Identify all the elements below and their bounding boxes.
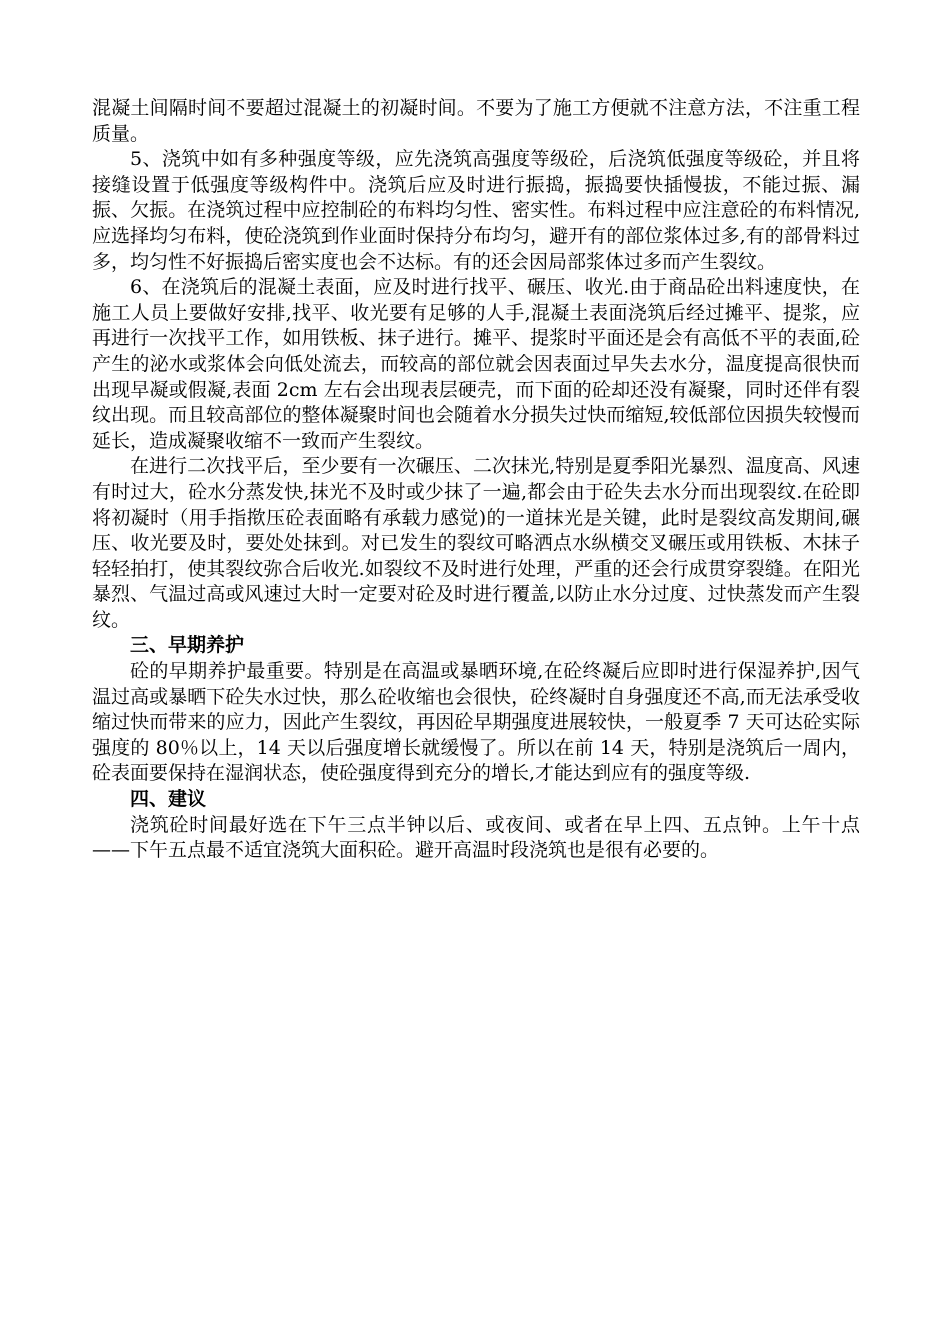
section-heading-suggestions: 四、建议 [130, 788, 207, 811]
paragraph-continuation: 混凝土间隔时间不要超过混凝土的初凝时间。不要为了施工方便就不注意方法，不注重工程质量。 [92, 97, 860, 145]
section-heading-early-curing: 三、早期养护 [130, 634, 245, 657]
paragraph-early-curing: 砼的早期养护最重要。特别是在高温或暴晒环境,在砼终凝后应即时进行保湿养护,因气温过高或暴晒下砼失水过快，那么砼收缩也会很快，砼终凝时自身强度还不高,而无法承受收缩过快而带来的应力，因此产生裂纹，再因砼早期强度进展较快，一般夏季 7 天可达砼实际强度的 80％以上，14 天以后强度增长就缓慢了。所以在前 14 天，特别是浇筑后一周内，砼表面要保持在湿润状态，使砼强度得到充分的增长,才能达到应有的强度等级. [92, 660, 860, 785]
paragraph-item-6: 6、在浇筑后的混凝土表面，应及时进行找平、碾压、收光.由于商品砼出料速度快，在施工人员上要做好安排,找平、收光要有足够的人手,混凝土表面浇筑后经过摊平、提浆，应再进行一次找平工作，如用铁板、抹子进行。摊平、提浆时平面还是会有高低不平的表面,砼产生的泌水或浆体会向低处流去，而较高的部位就会因表面过早失去水分，温度提高很快而出现早凝或假凝,表面 2cm 左右会出现表层硬壳，而下面的砼却还没有凝聚，同时还伴有裂纹出现。而且较高部位的整体凝聚时间也会随着水分损失过快而缩短,较低部位因损失较慢而延长，造成凝聚收缩不一致而产生裂纹。 [92, 276, 860, 452]
document-page [92, 96, 860, 864]
paragraph-item-5: 5、浇筑中如有多种强度等级，应先浇筑高强度等级砼，后浇筑低强度等级砼，并且将接缝设置于低强度等级构件中。浇筑后应及时进行振捣，振捣要快插慢拔，不能过振、漏振、欠振。在浇筑过程中应控制砼的布料均匀性、密实性。布料过程中应注意砼的布料情况,应选择均匀布料，使砼浇筑到作业面时保持分布均匀，避开有的部位浆体过多,有的部骨料过多，均匀性不好振捣后密实度也会不达标。有的还会因局部浆体过多而产生裂纹。 [92, 148, 860, 273]
paragraph-second-leveling: 在进行二次找平后，至少要有一次碾压、二次抹光,特别是夏季阳光暴烈、温度高、风速有时过大，砼水分蒸发快,抹光不及时或少抹了一遍,都会由于砼失去水分而出现裂纹.在砼即将初凝时（用手指揿压砼表面略有承载力感觉)的一道抹光是关键，此时是裂纹高发期间,碾压、收光要及时，要处处抹到。对已发生的裂纹可略洒点水纵横交叉碾压或用铁板、木抹子轻轻拍打，使其裂纹弥合后收光.如裂纹不及时进行处理，严重的还会行成贯穿裂缝。在阳光暴烈、气温过高或风速过大时一定要对砼及时进行覆盖,以防止水分过度、过快蒸发而产生裂纹。 [92, 455, 860, 631]
paragraph-suggestions: 浇筑砼时间最好选在下午三点半钟以后、或夜间、或者在早上四、五点钟。上午十点——下午五点最不适宜浇筑大面积砼。避开高温时段浇筑也是很有必要的。 [92, 813, 860, 862]
